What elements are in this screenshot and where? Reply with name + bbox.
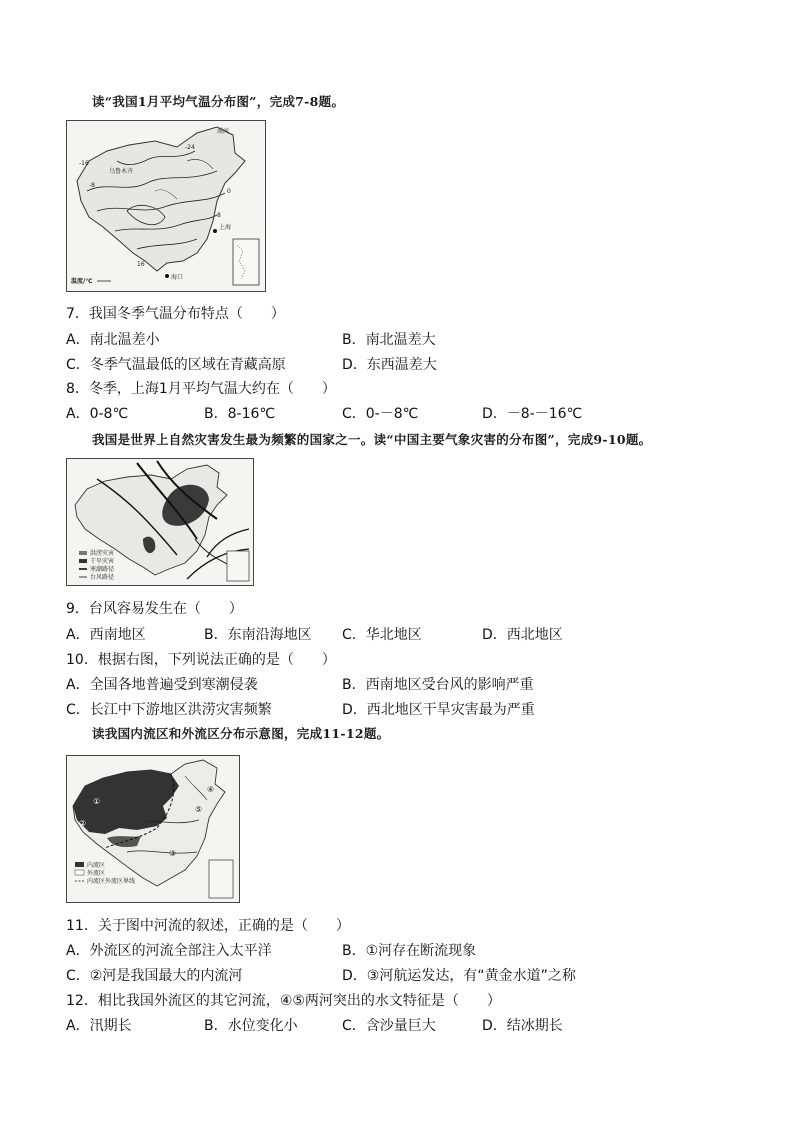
q8-option-b[interactable]: B．8-16℃ bbox=[204, 406, 276, 422]
legend-interior: 内流区 bbox=[87, 862, 106, 869]
question-10: 10．根据右图，下列说法正确的是（ ） bbox=[66, 652, 336, 668]
question-9: 9．台风容易发生在（ ） bbox=[66, 601, 243, 617]
q12-option-b[interactable]: B．水位变化小 bbox=[204, 1018, 298, 1034]
legend-exterior: 外流区 bbox=[87, 870, 106, 877]
label-m8: -8 bbox=[89, 182, 95, 189]
drainage-map bbox=[66, 755, 240, 903]
legend-divide: 内流区外流区界线 bbox=[87, 878, 136, 885]
q12-option-a[interactable]: A．汛期长 bbox=[66, 1018, 132, 1034]
legend-cold-wave: 寒潮路径 bbox=[90, 566, 115, 573]
section1-intro: 读“我国1月平均气温分布图”，完成7-8题。 bbox=[92, 94, 345, 109]
q12-option-d[interactable]: D．结冰期长 bbox=[482, 1018, 563, 1034]
q9-option-c[interactable]: C．华北地区 bbox=[342, 627, 422, 643]
q7-option-c[interactable]: C．冬季气温最低的区域在青藏高原 bbox=[66, 357, 286, 373]
question-8: 8．冬季，上海1月平均气温大约在（ ） bbox=[66, 381, 336, 397]
legend-drought: 干旱灾害 bbox=[90, 558, 115, 565]
question-7: 7．我国冬季气温分布特点（ ） bbox=[66, 306, 285, 322]
legend-temp-unit: 温度/℃ bbox=[71, 278, 93, 285]
q11-option-c[interactable]: C．②河是我国最大的内流河 bbox=[66, 968, 243, 984]
temperature-map bbox=[66, 120, 266, 292]
marker-4: ④ bbox=[207, 785, 215, 794]
label-0: 0 bbox=[227, 188, 231, 195]
q7-option-a[interactable]: A．南北温差小 bbox=[66, 332, 160, 348]
question-12: 12．相比我国外流区的其它河流，④⑤两河突出的水文特征是（ ） bbox=[66, 993, 501, 1009]
marker-1: ① bbox=[93, 797, 101, 806]
q10-option-b[interactable]: B．西南地区受台风的影响严重 bbox=[342, 677, 534, 693]
q11-option-a[interactable]: A．外流区的河流全部注入太平洋 bbox=[66, 943, 272, 959]
label-urumqi: 乌鲁木齐 bbox=[109, 168, 134, 175]
q10-option-c[interactable]: C．长江中下游地区洪涝灾害频繁 bbox=[66, 702, 272, 718]
label-m16: -16 bbox=[79, 160, 89, 167]
marker-3: ③ bbox=[169, 849, 177, 858]
legend-typhoon: 台风路径 bbox=[90, 574, 115, 581]
q9-option-d[interactable]: D．西北地区 bbox=[482, 627, 563, 643]
q10-option-d[interactable]: D．西北地区干旱灾害最为严重 bbox=[342, 702, 535, 718]
q12-option-c[interactable]: C．含沙量巨大 bbox=[342, 1018, 436, 1034]
legend-flood: 洪涝灾害 bbox=[90, 550, 115, 557]
q10-option-a[interactable]: A．全国各地普遍受到寒潮侵袭 bbox=[66, 677, 258, 693]
marker-5: ⑤ bbox=[195, 805, 203, 814]
label-16: 16 bbox=[137, 261, 145, 268]
label-8: 8 bbox=[217, 212, 221, 219]
label-mohe: 漠河 bbox=[217, 128, 230, 135]
disaster-map bbox=[66, 458, 254, 586]
marker-2: ② bbox=[79, 819, 87, 828]
q7-option-b[interactable]: B．南北温差大 bbox=[342, 332, 436, 348]
question-11: 11．关于图中河流的叙述，正确的是（ ） bbox=[66, 918, 350, 934]
q8-option-c[interactable]: C．0-－8℃ bbox=[342, 406, 419, 422]
q9-option-a[interactable]: A．西南地区 bbox=[66, 627, 146, 643]
label-m24: -24 bbox=[185, 144, 195, 151]
label-haikou: 海口 bbox=[171, 274, 184, 281]
q11-option-b[interactable]: B．①河存在断流现象 bbox=[342, 943, 477, 959]
q8-option-d[interactable]: D．－8-－16℃ bbox=[482, 406, 583, 422]
q7-option-d[interactable]: D．东西温差大 bbox=[342, 357, 437, 373]
q8-option-a[interactable]: A．0-8℃ bbox=[66, 406, 129, 422]
label-shanghai: 上海 bbox=[219, 224, 232, 231]
q11-option-d[interactable]: D．③河航运发达，有“黄金水道”之称 bbox=[342, 968, 576, 984]
section2-intro: 我国是世界上自然灾害发生最为频繁的国家之一。读“中国主要气象灾害的分布图”，完成9-10题。 bbox=[92, 432, 652, 447]
section3-intro: 读我国内流区和外流区分布示意图，完成11-12题。 bbox=[92, 726, 390, 741]
q9-option-b[interactable]: B．东南沿海地区 bbox=[204, 627, 312, 643]
